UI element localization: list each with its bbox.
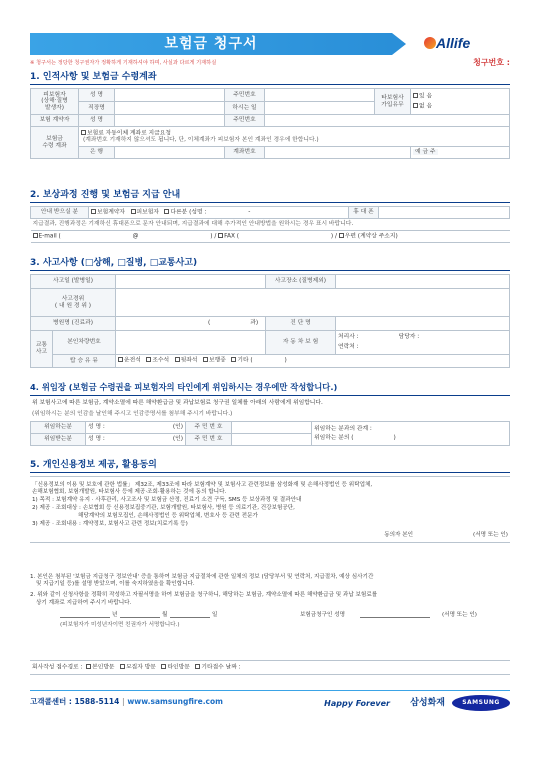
- delegation-table: [30, 421, 510, 446]
- yes-label: 있 음: [419, 93, 433, 100]
- insured-rrn-field[interactable]: [265, 89, 375, 102]
- giver-name-field[interactable]: [86, 422, 186, 434]
- privacy-p3: 1) 목적 : 보험계약 유지 · 사후관리, 사고조사 및 보험금 산정, 진료기 소견 구득, SMS 등 보상과정 및 결과안내: [32, 497, 302, 504]
- other-visit-label: 타인방문: [167, 664, 190, 671]
- insured-label: 피보험자 (상해·질병 발생자): [31, 89, 79, 115]
- receiver-seal: (인): [172, 436, 183, 443]
- section-title: 3. 사고사항 (□상해, □질병, □교통사고): [30, 258, 510, 271]
- at-sign: @: [132, 233, 139, 240]
- consent-label: 동의자 본인: [384, 531, 414, 538]
- opt-other-label: 다른분 (성명 :: [170, 209, 207, 216]
- rrn-label: 주민번호: [225, 89, 265, 102]
- opt-insured-label: 피보험자: [136, 209, 159, 216]
- other-visit-checkbox[interactable]: [161, 664, 166, 669]
- duty-field[interactable]: [265, 102, 375, 115]
- agent-label: 처리사 :: [338, 334, 359, 341]
- pedestrian-checkbox[interactable]: [203, 357, 208, 362]
- fax-checkbox[interactable]: [218, 233, 223, 238]
- accident-table: [30, 274, 510, 368]
- personal-info-table: [30, 88, 510, 159]
- insured-name-field[interactable]: [115, 89, 225, 102]
- job-label: 직장명: [79, 102, 115, 115]
- duty-label: 하시는 일: [225, 102, 265, 115]
- section-title: 5. 개인신용정보 제공, 활용동의: [30, 460, 510, 473]
- back-seat-label: 뒷좌석: [180, 357, 198, 364]
- agent-visit-checkbox[interactable]: [120, 664, 125, 669]
- title-banner: [30, 33, 392, 55]
- consent-sign: (서명 또는 인): [473, 531, 508, 538]
- handler-label: 담당자 :: [398, 334, 420, 341]
- email-label: E-mail (: [38, 233, 61, 240]
- section-title: 2. 보상과정 진행 및 보험금 지급 안내: [30, 190, 510, 203]
- call-center-label: 고객콜센터 :: [30, 697, 72, 706]
- privacy-p1: 「신용정보의 이용 및 보호에 관한 법률」 제32조, 제33조에 따라 보험계약 및 보험사고 관련정보를 삼성화재 및 손해사정법인 등 위탁업체,: [32, 481, 373, 488]
- other-insurer-label: 타보험사 가입유무: [375, 89, 411, 115]
- section-title: 4. 위임장 (보험금 수령권을 피보험자의 타인에게 위임하시는 경우에만 작성합니다.): [30, 383, 510, 396]
- recipient-label: 안내 받으실 분: [31, 207, 89, 219]
- contact-methods: E-mail ( @ ) / FAX ( ) / 우편 (계약상 주소지): [31, 231, 510, 243]
- dept-close: 과): [250, 320, 259, 327]
- declaration-2: 2. 위와 같이 신청사항을 정확히 작성하고 자필서명을 하여 보험금을 청구하니, 해당하는 보험금, 계약소멸에 따른 해약환급금 및 과납 보험료를: [30, 591, 378, 598]
- car-insurance-label: 자 동 차 보 험: [266, 331, 336, 355]
- accident-detail-field[interactable]: [116, 289, 510, 317]
- hospital-field[interactable]: [116, 317, 266, 331]
- contractor-name-field[interactable]: [115, 115, 225, 127]
- driver-seat-checkbox[interactable]: [118, 357, 123, 362]
- minor-note: (피보험자가 미성년자이면 친권자가 서명합니다.): [60, 621, 180, 628]
- other-ride-close: ): [284, 357, 287, 364]
- privacy-p4: 2) 제공 · 조회대상 : 손보협회 등 신용정보집중기관, 보험개발원, 타보험사, 병원 등 의료기관, 건강보험공단,: [32, 505, 295, 512]
- giver-name-label: 성 명 :: [88, 424, 105, 431]
- back-seat-checkbox[interactable]: [175, 357, 180, 362]
- year-label: 년: [112, 612, 118, 619]
- opt-other-checkbox[interactable]: [164, 209, 169, 214]
- account-label: 보험금 수령 계좌: [31, 127, 79, 159]
- holder-label: 예 금 주: [415, 149, 436, 156]
- guidance-table: [30, 206, 510, 243]
- contractor-rrn-label: 주민번호: [225, 115, 265, 127]
- contractor-rrn-field[interactable]: [265, 115, 510, 127]
- self-visit-checkbox[interactable]: [86, 664, 91, 669]
- accident-date-field[interactable]: [116, 275, 266, 289]
- section-delegation: [30, 383, 510, 446]
- bank-field[interactable]: [115, 147, 225, 159]
- agent-visit-label: 모집자 방문: [126, 664, 156, 671]
- relation-label-1: 위임하는 분과의 관계 :: [314, 426, 372, 433]
- no-checkbox[interactable]: [413, 103, 418, 108]
- ride-label: 탑 승 유 뮤: [53, 355, 116, 368]
- receiver-label: 위임받는분: [31, 434, 86, 446]
- sep-text: -: [248, 209, 251, 216]
- traffic-label: 교통 사고: [31, 331, 53, 368]
- notice-text: ※ 청구서는 정당한 청구권자가 정확하게 기재하셔야 하며, 사실과 다르게 기재하실: [30, 60, 217, 66]
- other-ride-checkbox[interactable]: [231, 357, 236, 362]
- opt-contractor-label: 보험계약자: [97, 209, 125, 216]
- auto-transfer-label: 보험료 자동이체 계좌로 지급요청: [87, 130, 171, 137]
- passenger-seat-checkbox[interactable]: [146, 357, 151, 362]
- website-link[interactable]: www.samsungfire.com: [127, 697, 223, 706]
- name-label: 성 명: [79, 89, 115, 102]
- auto-transfer-cell: [79, 127, 510, 147]
- car-number-field[interactable]: [116, 331, 266, 355]
- declaration-1: 1. 본인은 첨부된 '보험금 지급청구 정보안내' 증을 통하여 보험금 지급절차에 관한 일체의 정보 (담당부서 및 연락처, 지급절차, 예상 심사기간: [30, 573, 374, 580]
- yes-checkbox[interactable]: [413, 93, 418, 98]
- relation-label-2: 위임하는 분의 (: [314, 434, 354, 441]
- declaration-1b: 및 지급기일 등)를 설명 받았으며, 이를 숙지하였음을 확인합니다.: [36, 581, 195, 588]
- diagnosis-label: 진 단 명: [266, 317, 336, 331]
- receiver-name-label: 성 명 :: [88, 436, 105, 443]
- job-field[interactable]: [115, 102, 225, 115]
- hospital-label: 병원명 (진료과): [31, 317, 116, 331]
- page-title: 보험금 청구서: [164, 36, 258, 52]
- other-insurer-options: [411, 89, 510, 115]
- call-center-phone: 1588-5114: [74, 697, 120, 706]
- logo-text: Allife: [436, 35, 471, 51]
- car-insurance-field: [336, 331, 510, 355]
- section-personal-info: [30, 72, 510, 159]
- month-label: 월: [162, 612, 168, 619]
- privacy-p2: 손해보험협회, 보험개발원, 타보험사 등에 제공·조회·활용하는 것에 동의 합니다.: [32, 489, 227, 496]
- brand-name: 삼성화재: [410, 698, 445, 708]
- claim-number-label: 청구번호 :: [473, 58, 510, 67]
- relation-close: ): [393, 434, 396, 441]
- section-declaration: [30, 572, 510, 630]
- bank-label: 은 행: [79, 147, 115, 159]
- receiver-name-field[interactable]: [86, 434, 186, 446]
- route-options: [30, 661, 510, 675]
- contact-label: 연락처 :: [338, 344, 359, 350]
- email-checkbox[interactable]: [33, 233, 38, 238]
- route-label: 회사작성 접수경로 :: [32, 664, 83, 671]
- post-checkbox[interactable]: [339, 233, 344, 238]
- receiver-rrn-field[interactable]: [232, 434, 312, 446]
- accident-detail-label: 사고경위 ( 내 원 경 위 ): [31, 289, 116, 317]
- car-number-label: 본인차량번호: [53, 331, 116, 355]
- dept-open: (: [208, 320, 211, 327]
- giver-label: 위임하는분: [31, 422, 86, 434]
- claimant-label: 보험금청구인 성명: [300, 612, 346, 619]
- sign-line: [30, 612, 510, 620]
- other-receipt-checkbox[interactable]: [195, 664, 200, 669]
- giver-rrn-field[interactable]: [232, 422, 312, 434]
- ride-options: [116, 355, 510, 368]
- diagnosis-field[interactable]: [336, 317, 510, 331]
- auto-transfer-note: (계좌번호 기재하지 않으셔도 됩니다, 단, 이체계좌가 피보험자 본인 계좌인 경우에 한합니다.): [83, 136, 319, 143]
- section-privacy-consent: [30, 460, 510, 543]
- privacy-p6: 3) 제공 · 조회내용 : 계약정보, 보험사고 관련 정보(치료기록 등): [32, 521, 188, 528]
- holder-cell: [411, 147, 510, 159]
- relation-cell: [312, 422, 510, 446]
- fax-label: FAX (: [224, 233, 240, 240]
- account-number-field[interactable]: [265, 147, 411, 159]
- pedestrian-label: 보행중: [209, 357, 226, 364]
- privacy-p5: 해당계약의 보험모집인, 손해사정법인 등 위탁업체, 변호사 등 관련 전문가: [78, 513, 258, 520]
- logo-swoosh-icon: [424, 37, 436, 49]
- section-guidance: [30, 190, 510, 243]
- privacy-box: [30, 476, 510, 543]
- account-number-label: 계좌번호: [225, 147, 265, 159]
- giver-rrn-label: 주 민 번 호: [186, 422, 232, 434]
- recipient-options: [89, 207, 349, 219]
- mobile-field[interactable]: [379, 207, 510, 219]
- opt-contractor-checkbox[interactable]: [91, 209, 96, 214]
- passenger-seat-label: 조수석: [152, 357, 170, 364]
- claimant-sign: (서명 또는 인): [442, 612, 477, 619]
- section-title: 1. 인적사항 및 보험금 수령계좌: [30, 72, 510, 85]
- declaration-2b: 상기 계좌로 지급하여 주시기 바랍니다.: [36, 599, 132, 606]
- section-accident: [30, 258, 510, 368]
- samsung-logo: SAMSUNG: [452, 695, 510, 711]
- call-center: 고객콜센터 : 1588-5114 | www.samsungfire.com: [30, 697, 223, 706]
- day-label: 일: [212, 612, 218, 619]
- allife-logo: [418, 33, 510, 55]
- accident-place-field[interactable]: [336, 275, 510, 289]
- accident-date-label: 사고일 (발병일): [31, 275, 116, 289]
- post-label: 우편 (계약상 주소지): [344, 233, 398, 240]
- other-receipt-label: 기타접수 날짜 :: [201, 664, 241, 671]
- accident-place-label: 사고장소 (질병제외): [266, 275, 336, 289]
- receiver-rrn-label: 주 민 번 호: [186, 434, 232, 446]
- opt-insured-checkbox[interactable]: [131, 209, 136, 214]
- giver-seal: (인): [172, 424, 183, 431]
- slogan: Happy Forever: [324, 699, 390, 708]
- no-label: 없 음: [419, 103, 433, 109]
- delegation-desc-2: (위임하시는 분의 인감을 날인해 주시고 인감증명서를 첨부해 주시기 바랍니다.): [32, 410, 233, 417]
- section-receipt-route: [30, 660, 510, 675]
- contractor-label: 보험 계약자: [31, 115, 79, 127]
- other-ride-label: 기타 (: [237, 357, 253, 364]
- contractor-name-label: 성 명: [79, 115, 115, 127]
- mobile-label: 휴 대 폰: [349, 207, 379, 219]
- footer: [30, 690, 510, 710]
- auto-transfer-checkbox[interactable]: [81, 130, 86, 135]
- route-table: [30, 660, 510, 675]
- info-line: 지급결과, 진행과정은 기재하신 휴대폰으로 문자 안내되며, 지급결과에 대해 추가적인 안내방법을 원하시는 경우 표시 바랍니다.: [31, 219, 510, 231]
- self-visit-label: 본인방문: [92, 664, 115, 671]
- delegation-desc-1: 위 보험사고에 따른 보험금, 계약소멸에 따른 해약환급금 및 과납보험료 청구권 일체를 아래의 사람에게 위임합니다.: [32, 400, 323, 406]
- driver-seat-label: 운전석: [124, 357, 141, 364]
